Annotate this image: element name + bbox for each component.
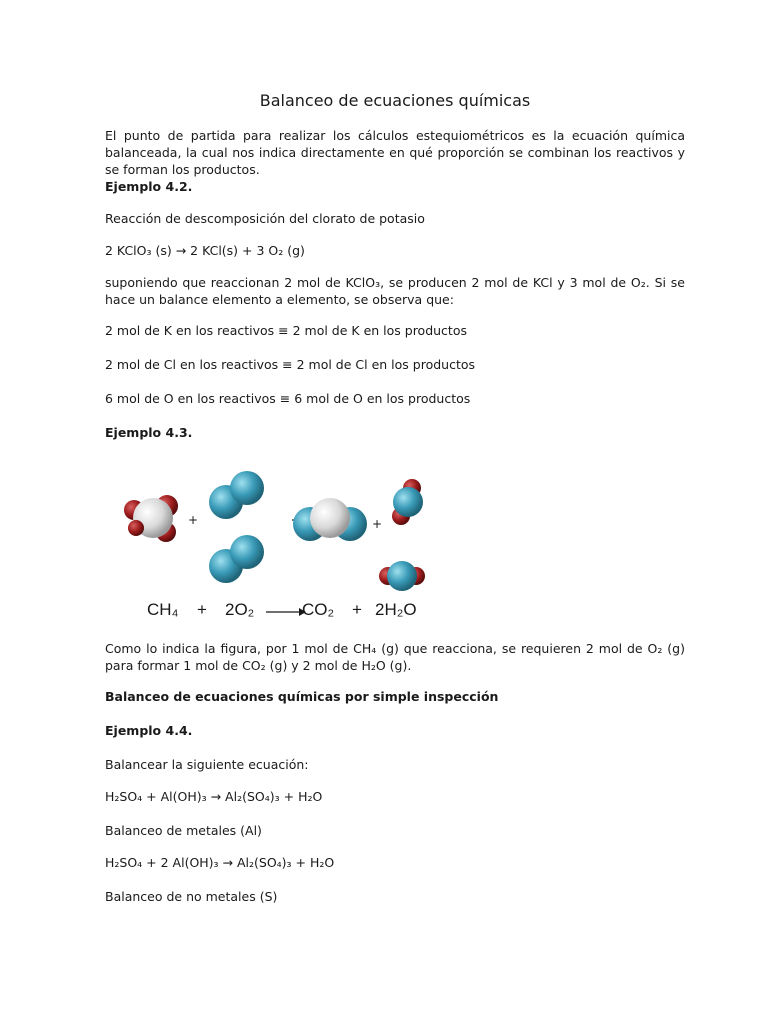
product-h2o-bottom xyxy=(379,561,425,591)
figure-plus-1: + xyxy=(197,600,207,619)
section-heading-inspection: Balanceo de ecuaciones químicas por simple inspección xyxy=(105,689,499,704)
balance-instruction: Balancear la siguiente ecuación: xyxy=(105,757,309,772)
figure-caption: Como lo indica la figura, por 1 mol de CH₄ (g) que reacciona, se requieren 2 mol de O₂ (g) para formar 1 mol de CO₂ (g) y 2 mol de H₂O (g). xyxy=(105,641,685,673)
reactant-molecule-left xyxy=(124,495,178,542)
balance-nonmetals: Balanceo de no metales (S) xyxy=(105,889,278,904)
equation-h2so4-2: H₂SO₄ + 2 Al(OH)₃ → Al₂(SO₄)₃ + H₂O xyxy=(105,855,335,870)
reactant-o2-bottom xyxy=(209,535,264,583)
balance-k: 2 mol de K en los reactivos ≡ 2 mol de K en los productos xyxy=(105,323,467,338)
page-title: Balanceo de ecuaciones químicas xyxy=(259,91,531,110)
figure-arrow-glyph xyxy=(266,602,306,622)
balance-o: 6 mol de O en los reactivos ≡ 6 mol de O en los productos xyxy=(105,391,471,406)
balance-cl: 2 mol de Cl en los reactivos ≡ 2 mol de Cl en los productos xyxy=(105,357,476,372)
product-co2 xyxy=(293,498,367,541)
reactant-o2-top xyxy=(209,471,264,519)
figure-term-ch4: CH₄ xyxy=(147,600,179,619)
figure-plus-top-2: + xyxy=(372,517,383,531)
intro-paragraph: El punto de partida para realizar los cálculos estequiométricos es la ecuación química balanceada, la cual nos indica directamente en qué proporción se combinan los reactivos y se forman los productos. xyxy=(105,128,685,177)
example-4-2-heading: Ejemplo 4.2. xyxy=(105,179,193,194)
figure-plus-2: + xyxy=(352,600,362,619)
equation-h2so4-1: H₂SO₄ + Al(OH)₃ → Al₂(SO₄)₃ + H₂O xyxy=(105,789,323,804)
figure-plus-top-1: + xyxy=(188,513,199,527)
figure-term-co2: CO₂ xyxy=(302,600,335,619)
balance-metals: Balanceo de metales (Al) xyxy=(105,823,262,838)
product-h2o-top xyxy=(392,479,423,525)
figure-term-o2: 2O₂ xyxy=(225,600,255,619)
example-4-2-text: suponiendo que reaccionan 2 mol de KClO₃, se producen 2 mol de KCl y 3 mol de O₂. Si se hace un balance elemento a elemento, se observa que: xyxy=(105,275,685,307)
equation-kclo3: 2 KClO₃ (s) → 2 KCl(s) + 3 O₂ (g) xyxy=(105,243,305,258)
example-4-3-heading: Ejemplo 4.3. xyxy=(105,425,193,440)
example-4-4-heading: Ejemplo 4.4. xyxy=(105,723,193,738)
figure-term-h2o: 2H₂O xyxy=(375,600,417,619)
reaction-title: Reacción de descomposición del clorato de potasio xyxy=(105,211,425,226)
